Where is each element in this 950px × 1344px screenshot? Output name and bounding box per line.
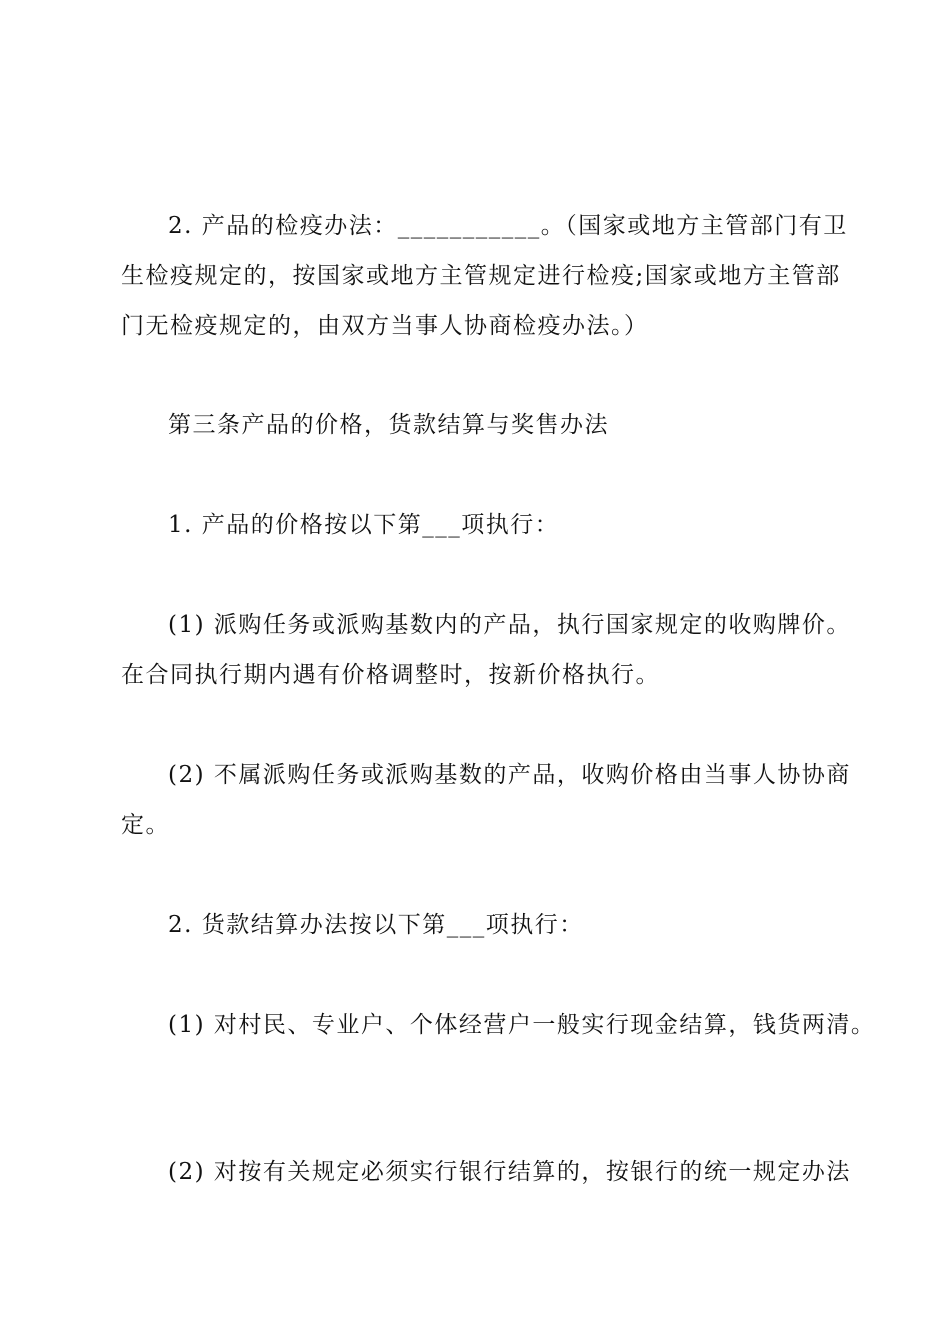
paragraph-quarantine-line-2: 生检疫规定的，按国家或地方主管规定进行检疫;国家或地方主管部 bbox=[121, 263, 841, 289]
paragraph-quarantine-line-1: 2. 产品的检疫办法：___________。（国家或地方主管部门有卫 bbox=[168, 213, 848, 239]
paragraph-price-option-1-line-1: (1) 派购任务或派购基数内的产品，执行国家规定的收购牌价。 bbox=[168, 612, 851, 638]
paragraph-price-option-2-line-1: (2) 不属派购任务或派购基数的产品，收购价格由当事人协协商 bbox=[168, 762, 851, 788]
article-three-heading: 第三条产品的价格，货款结算与奖售办法 bbox=[168, 412, 609, 438]
paragraph-settlement-option-1: (1) 对村民、专业户、个体经营户一般实行现金结算，钱货两清。 bbox=[168, 1012, 876, 1038]
paragraph-settlement-option-2: (2) 对按有关规定必须实行银行结算的，按银行的统一规定办法 bbox=[168, 1159, 851, 1185]
paragraph-quarantine-line-3: 门无检疫规定的，由双方当事人协商检疫办法。） bbox=[121, 313, 649, 339]
paragraph-price-option-2-line-2: 定。 bbox=[121, 812, 170, 838]
paragraph-price-option-1-line-2: 在合同执行期内遇有价格调整时，按新价格执行。 bbox=[121, 662, 660, 688]
paragraph-settlement-item: 2. 货款结算办法按以下第___项执行： bbox=[168, 912, 584, 938]
paragraph-price-item: 1. 产品的价格按以下第___项执行： bbox=[168, 512, 560, 538]
